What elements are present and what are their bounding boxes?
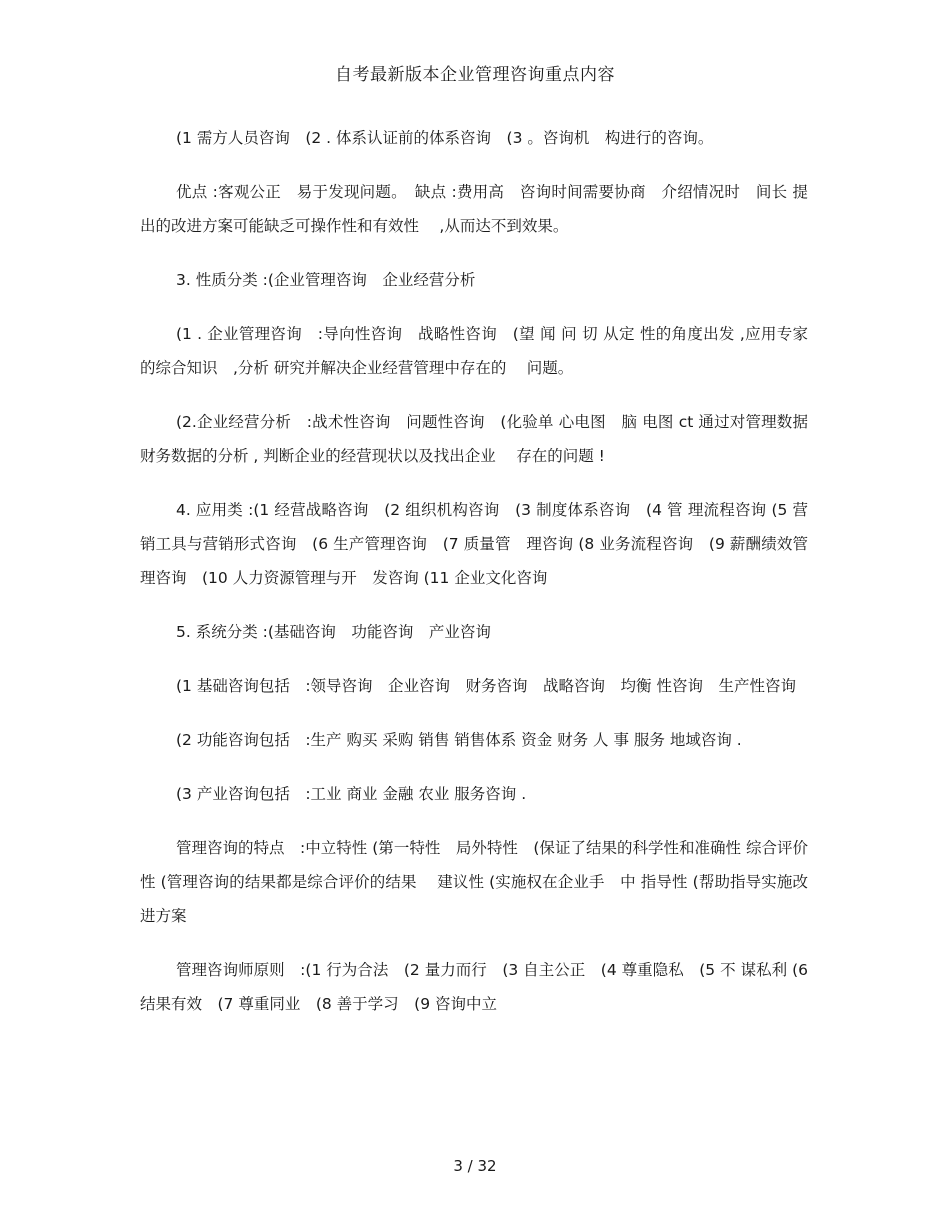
paragraph-basic-consulting: (1 基础咨询包括 :领导咨询 企业咨询 财务咨询 战略咨询 均衡 性咨询 生产性咨询: [176, 677, 796, 695]
body-text: [140, 121, 808, 1041]
paragraph-functional-consulting: (2 功能咨询包括 :生产 购买 采购 销售 销售体系 资金 财务 人 事 服务 地域咨询 .: [176, 731, 742, 749]
page-title: 自考最新版本企业管理咨询重点内容: [335, 65, 615, 85]
paragraph-business-analysis: (2.企业经营分析 :战术性咨询 问题性咨询 (化验单 心电图 脑 电图 ct 通过对管理数据 财务数据的分析 , 判断企业的经营现状以及找出企业 存在的问题 !: [140, 413, 808, 465]
paragraph-nature-classification: 3. 性质分类 :(企业管理咨询 企业经营分析: [176, 271, 476, 289]
paragraph-pros-cons: 优点 :客观公正 易于发现问题。 缺点 :费用高 咨询时间需要协商 介绍情况时 间长 提出的改进方案可能缺乏可操作性和有效性 ,从而达不到效果。: [140, 183, 808, 235]
paragraph-management-consulting: (1 . 企业管理咨询 :导向性咨询 战略性咨询 (望 闻 问 切 从定 性的角度出发 ,应用专家的综合知识 ,分析 研究并解决企业经营管理中存在的 问题。: [140, 325, 808, 377]
page-number: 3 / 32: [453, 1157, 497, 1175]
paragraph-application-classification: 4. 应用类 :(1 经营战略咨询 (2 组织机构咨询 (3 制度体系咨询 (4 管 理流程咨询 (5 营销工具与营销形式咨询 (6 生产管理咨询 (7 质量管 理咨询 (8 业务流程咨询 (9 薪酬绩效管理咨询 (10 人力资源管理与开 发咨询 (11 企业文化咨询: [140, 501, 808, 587]
paragraph-consulting-features: 管理咨询的特点 :中立特性 (第一特性 局外特性 (保证了结果的科学性和准确性 综合评价性 (管理咨询的结果都是综合评价的结果 建议性 (实施权在企业手 中 指导性 (帮助指导实施改进方案: [140, 839, 808, 925]
paragraph-industry-consulting: (3 产业咨询包括 :工业 商业 金融 农业 服务咨询 .: [176, 785, 527, 803]
paragraph-system-classification: 5. 系统分类 :(基础咨询 功能咨询 产业咨询: [176, 623, 491, 641]
paragraph-consulting-types: (1 需方人员咨询 (2 . 体系认证前的体系咨询 (3 。咨询机 构进行的咨询。: [176, 129, 714, 147]
paragraph-consultant-principles: 管理咨询师原则 :(1 行为合法 (2 量力而行 (3 自主公正 (4 尊重隐私 (5 不 谋私利 (6 结果有效 (7 尊重同业 (8 善于学习 (9 咨询中立: [140, 961, 808, 1013]
